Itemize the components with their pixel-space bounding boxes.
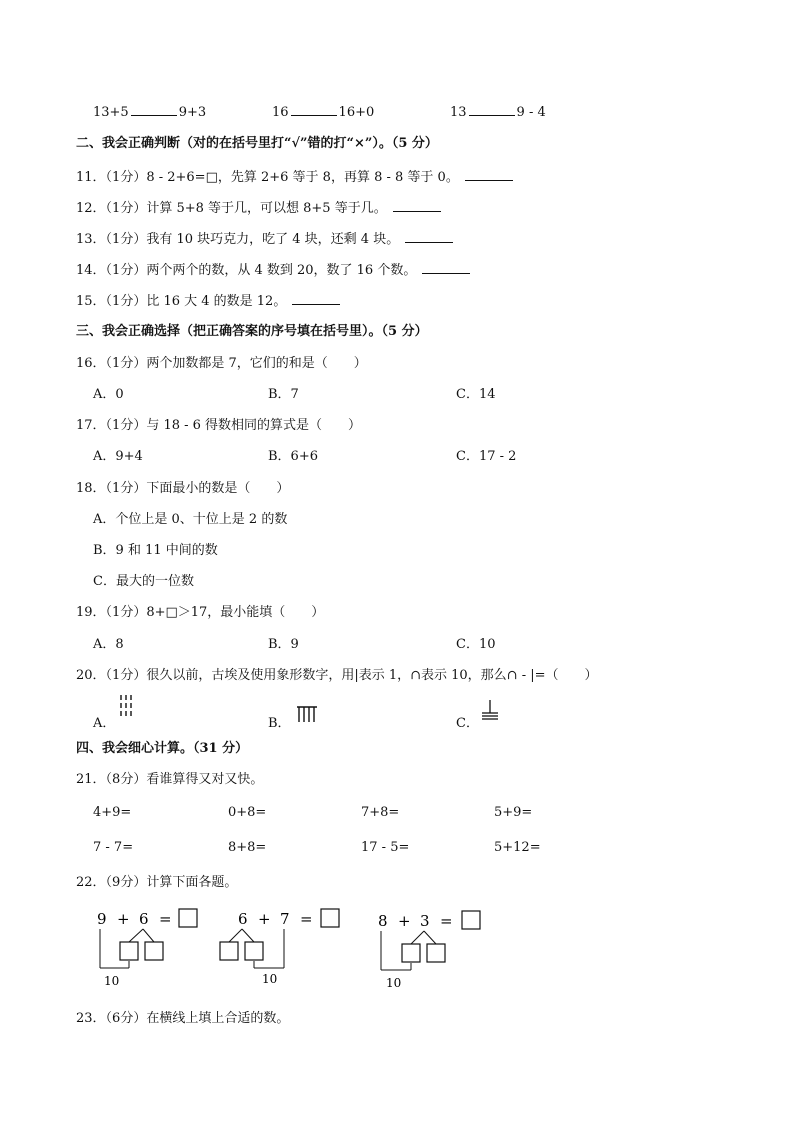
calc-item: 8+8= xyxy=(228,840,267,855)
plus-sign: + xyxy=(117,910,130,928)
answer-blank[interactable] xyxy=(465,168,513,181)
calc-item: 5+12= xyxy=(494,840,541,855)
option-19-c[interactable]: C．10 xyxy=(456,637,496,652)
addend-b: 7 xyxy=(280,910,290,928)
option-20-b[interactable]: B． xyxy=(268,715,291,733)
split-box[interactable] xyxy=(402,944,420,962)
tally-nine-icon xyxy=(119,693,133,723)
answer-blank[interactable] xyxy=(131,103,177,116)
question-19: 19．（1分）8+□＞17，最小能填（ ） xyxy=(76,605,325,620)
question-13: 13．（1分）我有 10 块巧克力，吃了 4 块，还剩 4 块。 xyxy=(76,230,455,249)
stacked-lines-icon xyxy=(480,699,500,723)
question-17: 17．（1分）与 18 - 6 得数相同的算式是（ ） xyxy=(76,418,362,433)
option-18-a[interactable]: A．个位上是 0、十位上是 2 的数 xyxy=(93,512,288,527)
answer-box[interactable] xyxy=(321,909,339,927)
addend-a: 9 xyxy=(97,910,107,928)
arch-tally-icon xyxy=(296,705,318,725)
question-16: 16．（1分）两个加数都是 7，它们的和是（ ） xyxy=(76,356,367,371)
calc-item: 17 - 5= xyxy=(361,840,410,855)
split-box[interactable] xyxy=(145,942,163,960)
answer-blank[interactable] xyxy=(393,199,441,212)
question-18: 18．（1分）下面最小的数是（ ） xyxy=(76,481,290,496)
compare-item-2: 16 16+0 xyxy=(272,105,375,120)
option-20-c[interactable]: C． xyxy=(456,715,479,733)
calc-item: 5+9= xyxy=(494,805,533,820)
addend-b: 6 xyxy=(139,910,149,928)
addend-a: 8 xyxy=(378,912,388,930)
equals-sign: = xyxy=(440,912,453,930)
calc-item: 4+9= xyxy=(93,805,132,820)
answer-box[interactable] xyxy=(179,909,197,927)
answer-blank[interactable] xyxy=(469,103,515,116)
equals-sign: = xyxy=(159,910,172,928)
split-box[interactable] xyxy=(427,944,445,962)
option-17-b[interactable]: B．6+6 xyxy=(268,449,318,464)
compare-item-3: 13 9 - 4 xyxy=(450,105,546,120)
make-ten-diagram-2 xyxy=(218,902,348,992)
split-box[interactable] xyxy=(120,942,138,960)
plus-sign: + xyxy=(398,912,411,930)
plus-sign: + xyxy=(258,910,271,928)
question-23: 23．（6分）在横线上填上合适的数。 xyxy=(76,1011,290,1026)
make-ten-diagram-3 xyxy=(372,904,492,994)
calc-item: 7 - 7= xyxy=(93,840,134,855)
section-2-title: 二、我会正确判断（对的在括号里打“√”错的打“×”）。（5 分） xyxy=(76,136,438,151)
split-box[interactable] xyxy=(245,942,263,960)
equals-sign: = xyxy=(300,910,313,928)
addend-b: 3 xyxy=(420,912,430,930)
calc-item: 0+8= xyxy=(228,805,267,820)
option-17-a[interactable]: A．9+4 xyxy=(93,449,143,464)
calc-item: 7+8= xyxy=(361,805,400,820)
answer-blank[interactable] xyxy=(292,292,340,305)
section-3-title: 三、我会正确选择（把正确答案的序号填在括号里）。（5 分） xyxy=(76,324,428,339)
option-19-a[interactable]: A．8 xyxy=(93,637,124,652)
answer-blank[interactable] xyxy=(422,261,470,274)
compare-item-1: 13+5 9+3 xyxy=(93,105,207,120)
question-22: 22．（9分）计算下面各题。 xyxy=(76,875,238,890)
option-16-a[interactable]: A．0 xyxy=(93,387,124,402)
split-box[interactable] xyxy=(220,942,238,960)
question-12: 12．（1分）计算 5+8 等于几，可以想 8+5 等于几。 xyxy=(76,199,443,218)
answer-box[interactable] xyxy=(462,911,480,929)
ten-label: 10 xyxy=(104,974,120,988)
question-14: 14．（1分）两个两个的数，从 4 数到 20，数了 16 个数。 xyxy=(76,261,472,280)
option-18-b[interactable]: B．9 和 11 中间的数 xyxy=(93,543,218,558)
option-16-b[interactable]: B．7 xyxy=(268,387,299,402)
section-4-title: 四、我会细心计算。（31 分） xyxy=(76,741,249,756)
question-11: 11．（1分）8 - 2+6=□，先算 2+6 等于 8，再算 8 - 8 等于 0。 xyxy=(76,168,515,187)
option-19-b[interactable]: B．9 xyxy=(268,637,299,652)
option-16-c[interactable]: C．14 xyxy=(456,387,496,402)
ten-label: 10 xyxy=(386,976,402,990)
ten-label: 10 xyxy=(262,972,278,986)
option-20-a[interactable]: A． xyxy=(93,715,115,733)
question-20: 20．（1分）很久以前，古埃及使用象形数字，用|表示 1，∩表示 10，那么∩ - |=（ ） xyxy=(76,668,598,683)
option-17-c[interactable]: C．17 - 2 xyxy=(456,449,517,464)
answer-blank[interactable] xyxy=(405,230,453,243)
question-15: 15．（1分）比 16 大 4 的数是 12。 xyxy=(76,292,342,311)
question-21: 21．（8分）看谁算得又对又快。 xyxy=(76,772,264,787)
addend-a: 6 xyxy=(238,910,248,928)
make-ten-diagram-1 xyxy=(90,902,210,992)
option-18-c[interactable]: C．最大的一位数 xyxy=(93,574,194,589)
answer-blank[interactable] xyxy=(291,103,337,116)
